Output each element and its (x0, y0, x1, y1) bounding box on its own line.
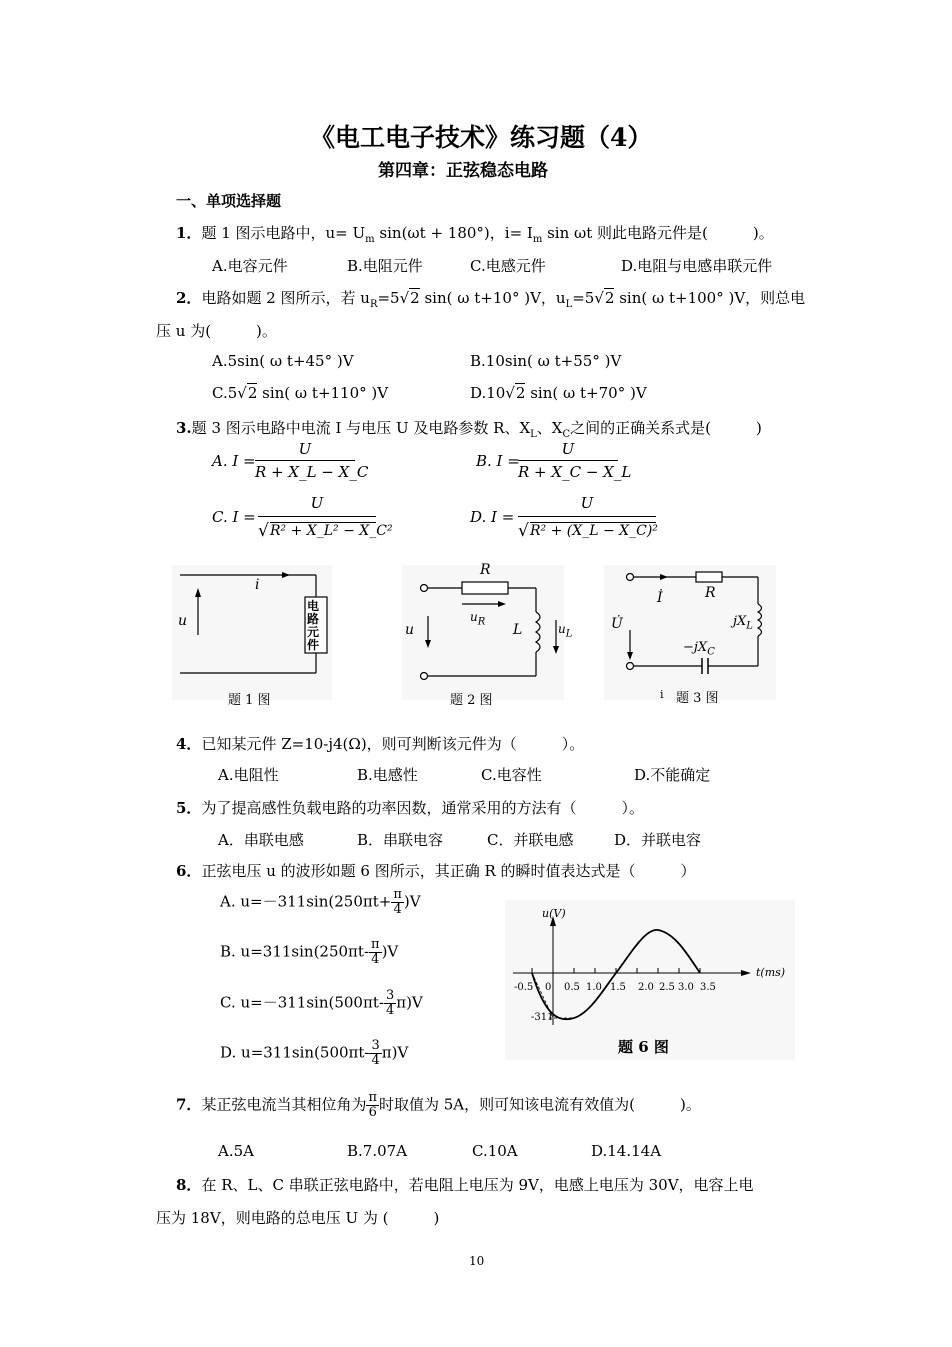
option-a (220, 888, 421, 917)
option-d: D.电阻与电感串联元件 (621, 257, 773, 275)
option-c: C.10A (472, 1142, 518, 1160)
numerator: 3 (371, 1038, 380, 1053)
subscript: L (565, 628, 573, 640)
option-c-label: C. I = (212, 508, 256, 526)
option-b-numerator: U (561, 440, 575, 458)
question-4 (176, 733, 584, 754)
subscript: C (562, 429, 571, 440)
tick-label: 0 (545, 982, 552, 993)
question-number: 3. (176, 419, 192, 437)
fig1-element-label: 电路元件 (307, 599, 320, 652)
question-number: 7． (176, 1095, 202, 1114)
option-text: )V (403, 892, 421, 911)
denominator: 4 (371, 952, 380, 967)
option-text: π)V (381, 1043, 409, 1062)
denominator: 4 (385, 1003, 395, 1018)
fraction (391, 888, 404, 917)
option-a: A.电阻性 (218, 766, 279, 784)
option-c-denominator: R² + X_L² − X_C² (270, 523, 393, 539)
question-text: 某正弦电流当其相位角为 (201, 1095, 367, 1114)
subscript: L (530, 429, 537, 440)
option-text: C. u=－311sin(500πt- (220, 993, 384, 1012)
option-d-denominator: R² + (X_L − X_C)² (530, 523, 658, 539)
option-d: D.不能确定 (634, 766, 711, 784)
option-b-label: B. I = (476, 452, 520, 470)
subscript: m (532, 234, 543, 245)
question-text: 已知某元件 Z=10-j4(Ω)，则可判断该元件为（ ）。 (201, 735, 585, 753)
option-c: C．并联电感 (487, 831, 574, 849)
graph-caption: 题 6 图 (618, 1038, 669, 1056)
tick-label: 3.5 (700, 982, 716, 993)
question-text: 、X (536, 419, 563, 437)
option-text: sin( ω t+110° )V (257, 384, 389, 402)
fig3-capacitive-label (683, 640, 715, 658)
tick-label: -0.5 (514, 982, 534, 993)
fig2-inductor-label: L (513, 622, 523, 638)
denominator: 4 (393, 902, 402, 917)
section-heading: 一、单项选择题 (176, 192, 282, 210)
numerator: π (368, 1090, 377, 1105)
fig2-caption: 题 2 图 (450, 693, 493, 708)
sqrt-sign: √ (258, 521, 269, 541)
fig2-resistor-label: R (480, 562, 491, 578)
option-d: D.10√2 sin( ω t+70° )V (470, 384, 647, 402)
question-text: sin ωt 则此电路元件是( )。 (542, 224, 774, 242)
option-c: C.电容性 (481, 766, 542, 784)
denominator: 6 (368, 1105, 377, 1120)
option-text: C.5 (212, 384, 238, 402)
question-text: 题 1 图示电路中，u= U (201, 224, 366, 242)
fig3-current-label: İ (657, 590, 663, 606)
subscript: R (369, 299, 378, 310)
tick-label: 2.0 (638, 982, 654, 993)
fraction-bar (518, 516, 656, 517)
question-number: 2． (176, 289, 202, 307)
question-8 (176, 1174, 754, 1195)
subscript: C (707, 646, 715, 658)
option-c (220, 989, 423, 1018)
figure-3-circuit (604, 565, 776, 700)
option-d: D．并联电容 (614, 831, 702, 849)
page-title: 《电工电子技术》练习题（4） (310, 123, 653, 152)
min-value-label: -311 (531, 1012, 554, 1023)
numerator: π (371, 937, 380, 952)
option-a: A.电容元件 (212, 257, 288, 275)
option-b: B.电阻元件 (347, 257, 423, 275)
option-text: A. u=－311sin(250πt+ (220, 892, 392, 911)
fraction (366, 1091, 379, 1120)
question-number: 6． (176, 862, 202, 880)
fraction (369, 938, 382, 967)
option-b: B.10sin( ω t+55° )V (470, 352, 622, 370)
question-text: =5 (572, 289, 595, 307)
question-text: =5 (377, 289, 400, 307)
tick-label: 2.5 (659, 982, 675, 993)
option-d: D.14.14A (591, 1142, 662, 1160)
page-number: 10 (469, 1254, 485, 1268)
graph-ylabel: u(V) (542, 907, 566, 920)
fig1-voltage-label: u (178, 613, 188, 629)
sqrt-value: 2 (410, 289, 420, 307)
question-number: 4． (176, 735, 202, 753)
fraction-bar (258, 516, 376, 517)
option-a-denominator: R + X_L − X_C (255, 463, 369, 481)
tick-label: 1.0 (586, 982, 602, 993)
question-text: 电路如题 2 图所示，若 u (201, 289, 370, 307)
question-2-cont: 压 u 为( )。 (156, 322, 277, 340)
subscript: R (477, 616, 486, 628)
graph-xlabel: t(ms) (756, 966, 786, 979)
question-text: 题 3 图示电路中电流 I 与电压 U 及电路参数 R、X (191, 419, 531, 437)
fig3-caption: 题 3 图 (676, 691, 719, 706)
question-text: sin(ωt + 180°)，i= I (374, 224, 533, 242)
question-text: sin( ω t+10° )V，u (419, 289, 566, 307)
label-text: −jX (683, 640, 708, 655)
tick-label: 0.5 (564, 982, 580, 993)
option-text: D. u=311sin(500πt- (220, 1043, 370, 1062)
figure-2-circuit (402, 565, 564, 700)
option-c: C.5√2 sin( ω t+110° )V (212, 384, 389, 402)
option-b: B.电感性 (357, 766, 418, 784)
option-a: A.5A (218, 1142, 254, 1160)
fig1-caption: 题 1 图 (228, 693, 271, 708)
question-5 (176, 797, 644, 818)
question-number: 5． (176, 799, 202, 817)
fig3-resistor-label: R (705, 585, 716, 601)
question-2: 2．电路如题 2 图所示，若 $u_R=5√2$ sin( ω t+10° )V，$u_L=5√2$ sin( ω t+100° )V，则总电 (176, 289, 806, 310)
question-6 (176, 860, 696, 881)
label-text: jX (733, 614, 747, 629)
fraction (369, 1039, 381, 1068)
tick-label: 1.5 (610, 982, 626, 993)
option-text: sin( ω t+70° )V (525, 384, 647, 402)
numerator: 3 (385, 988, 395, 1003)
tick-label: 3.0 (678, 982, 694, 993)
fraction-bar (255, 460, 355, 461)
question-number: 1． (176, 224, 202, 242)
sqrt-value: 2 (604, 289, 615, 307)
question-text: 为了提高感性负载电路的功率因数，通常采用的方法有（ ）。 (201, 799, 644, 817)
question-text: 在 R、L、C 串联正弦电路中，若电阻上电压为 9V，电感上电压为 30V，电容上电 (201, 1176, 754, 1194)
fraction-bar (518, 460, 618, 461)
option-d-numerator: U (580, 494, 594, 512)
subscript: L (746, 620, 753, 632)
fig1-current-label: i (255, 577, 260, 593)
option-a: A.5sin( ω t+45° )V (212, 352, 354, 370)
option-a-label: A. I = (212, 452, 256, 470)
sqrt-value: 2 (515, 384, 526, 402)
subscript: m (365, 234, 375, 245)
sqrt-value: 2 (247, 384, 258, 402)
option-text: π)V (396, 993, 423, 1012)
question-1 (176, 222, 774, 245)
option-c-numerator: U (310, 494, 324, 512)
option-text: D.10 (470, 384, 506, 402)
label-text: u (558, 622, 566, 636)
numerator: π (393, 887, 402, 902)
option-b: B．串联电容 (357, 831, 444, 849)
label-text: u (470, 610, 478, 624)
option-d-label: D. I = (470, 508, 515, 526)
question-3 (176, 417, 762, 440)
chapter-subtitle: 第四章：正弦稳态电路 (378, 161, 548, 181)
question-text: 正弦电压 u 的波形如题 6 图所示，其正确 R 的瞬时值表达式是（ ） (201, 862, 696, 880)
denominator: 4 (371, 1053, 380, 1068)
option-a-numerator: U (298, 440, 312, 458)
option-a: A．串联电感 (218, 831, 304, 849)
option-c: C.电感元件 (470, 257, 546, 275)
question-7 (176, 1091, 701, 1120)
fraction (384, 989, 396, 1018)
fig2-uL-label (558, 622, 572, 639)
fig3-voltage-label: U̇ (611, 616, 623, 632)
sqrt-sign: √ (518, 521, 529, 541)
option-b-denominator: R + X_C − X_L (518, 463, 632, 481)
question-text: 时取值为 5A，则可知该电流有效值为( )。 (379, 1095, 701, 1114)
question-number: 8． (176, 1176, 202, 1194)
option-text: )V (381, 942, 399, 961)
fig3-inductive-label (733, 614, 753, 632)
option-text: B. u=311sin(250πt- (220, 942, 370, 961)
fig3-mark: i (660, 688, 664, 701)
option-d (220, 1039, 408, 1068)
fig2-uR-label (470, 610, 485, 627)
subscript: L (565, 299, 573, 310)
fig2-voltage-label: u (405, 622, 415, 638)
option-b (220, 938, 398, 967)
question-text: 之间的正确关系式是( ) (570, 419, 762, 437)
question-8-cont: 压为 18V，则电路的总电压 U 为 ( ) (156, 1209, 440, 1227)
question-text: sin( ω t+100° )V，则总电 (614, 289, 806, 307)
option-b: B.7.07A (347, 1142, 408, 1160)
